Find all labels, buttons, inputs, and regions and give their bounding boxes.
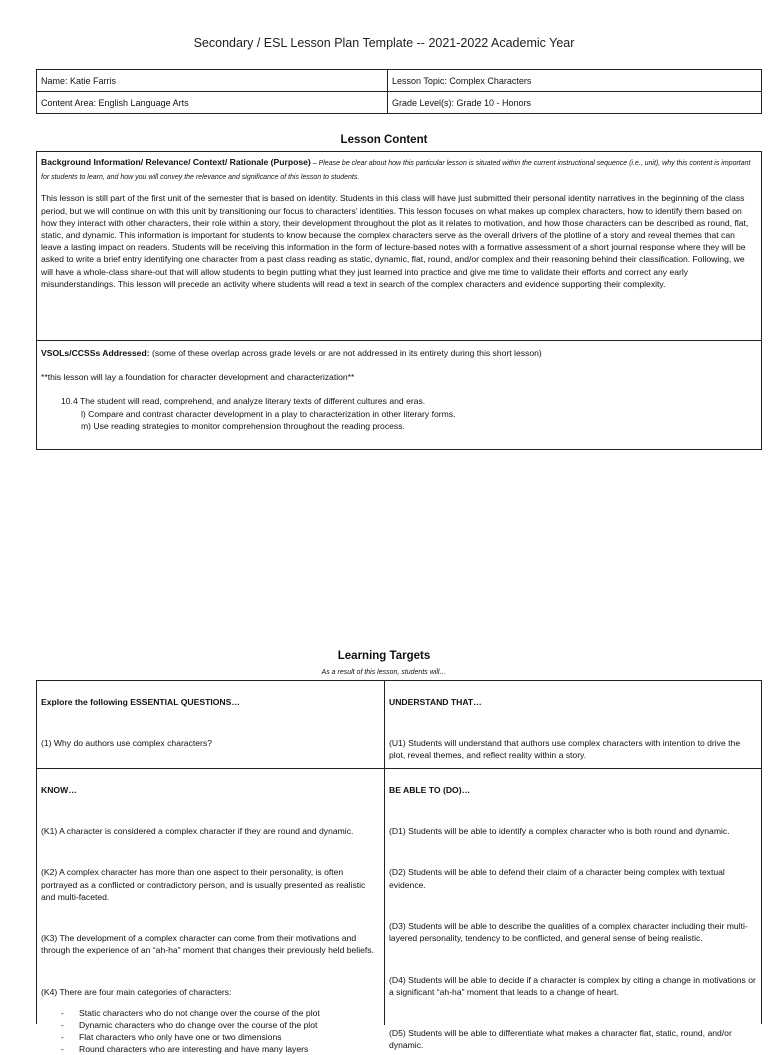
be-able-to-heading: BE ABLE TO (DO)… — [389, 784, 471, 795]
know-heading: KNOW… — [41, 784, 77, 795]
do-d3: (D3) Students will be able to describe the qualities of a complex character including their multi-layered personality, tendency to be conflicted, and general sense of being realistic. — [389, 920, 748, 944]
know-k4: (K4) There are four main categories of characters: — [41, 986, 232, 997]
teacher-name-cell: Name: Katie Farris — [37, 70, 388, 92]
standard-10-4-m: m) Use reading strategies to monitor comprehension throughout the reading process. — [81, 420, 405, 431]
do-d5: (D5) Students will be able to differentiate what makes a character flat, static, round, and/or dynamic. — [389, 1028, 732, 1051]
do-d4: (D4) Students will be able to decide if a character is complex by citing a change in motivations or a significant “ah-ha” moment that leads to a change of heart. — [389, 974, 756, 997]
list-item: - Static characters who do not change over the course of the plot — [61, 1007, 380, 1019]
character-categories-list — [41, 1007, 380, 1055]
essential-questions-cell — [37, 681, 385, 769]
essential-question-1: (1) Why do authors use complex characters? — [41, 737, 212, 748]
know-k3: (K3) The development of a complex character can come from their motivations and through the experience of an “ah-ha” moment that changes their previously held beliefs. — [41, 933, 374, 956]
vsol-label: VSOLs/CCSSs Addressed: — [41, 348, 150, 358]
lesson-topic-cell: Lesson Topic: Complex Characters — [388, 70, 762, 92]
document-title: Secondary / ESL Lesson Plan Template -- 2021-2022 Academic Year — [193, 36, 575, 50]
standard-10-4: 10.4 The student will read, comprehend, and analyze literary texts of different cultures and eras. — [61, 396, 426, 407]
standards-section — [36, 340, 762, 450]
understand-that-cell — [385, 681, 761, 769]
background-text: This lesson is still part of the first unit of the semester that is based on identity. Students in this class will have just submitted their personal identity narratives in the beginning of the class period, but we will continue on with this unit by transitioning our focus to characters’ identities. This lesson focuses on what makes up complex characters, how to identify them based on how they interact with other characters, their role within a story, their development throughout the plot as it relates to motivation, and how those characters can be described as round, flat, static, and dynamic. This information is important for students to know because the complex characters serve as the overall drivers of the plotline of a story and reveal themes that can leave a lasting impact on readers. Students will be receiving this information in the form of lecture-based notes with a formative assessment of a short journal response where they will be asked to write a brief entry identifying one character from a past class reading as static, dynamic, flat, round, and/or complex and their reasoning behind their classification. Following, we will have a whole-class share-out that will allow students to begin putting what they just learned into practice and give me time to validate their efforts and correct any early misunderstandings. This lesson will precede an activity where students will read a text in search of the complex characters and evidence supporting their complexity. — [41, 193, 749, 289]
know-cell — [37, 769, 385, 1055]
essential-questions-heading: Explore the following ESSENTIAL QUESTIONS… — [41, 696, 240, 707]
understanding-u1: (U1) Students will understand that authors use complex characters with intention to drive the plot, reveal themes, and reflect reality within a story. — [389, 737, 741, 761]
lesson-content-heading: Lesson Content — [340, 134, 428, 146]
standard-10-4-l: l) Compare and contrast character development in a play to characterization in other literary forms. — [81, 408, 456, 419]
learning-targets-subtitle: As a result of this lesson, students will… — [321, 669, 447, 676]
background-note: – Please be clear about how this particular lesson is situated within the current instructional sequence (i.e., unit), why this content is important for students to learn, and how you will convey the relevance and significance of this lesson to students. — [41, 160, 751, 182]
do-d2: (D2) Students will be able to defend their claim of a character being complex with textual evidence. — [389, 867, 725, 890]
understand-that-heading: UNDERSTAND THAT… — [389, 696, 482, 707]
learning-targets-table — [36, 680, 762, 1055]
background-label: Background Information/ Relevance/ Context/ Rationale (Purpose) — [41, 157, 311, 167]
list-item: - Round characters who are interesting and have many layers — [61, 1043, 380, 1055]
be-able-to-cell — [385, 769, 761, 1051]
do-d1: (D1) Students will be able to identify a complex character who is both round and dynamic. — [389, 825, 730, 836]
grade-level-cell: Grade Level(s): Grade 10 - Honors — [388, 92, 762, 114]
list-item: - Dynamic characters who do change over the course of the plot — [61, 1019, 380, 1031]
list-item: - Flat characters who only have one or two dimensions — [61, 1031, 380, 1043]
vsol-note: (some of these overlap across grade levels or are not addressed in its entirety during this short lesson) — [149, 348, 542, 358]
know-k2: (K2) A complex character has more than one aspect to their personality, is often portrayed as a conflicted or contradictory person, and is usually presented as realistic and multi-faceted. — [41, 867, 366, 902]
know-k1: (K1) A character is considered a complex character if they are round and dynamic. — [41, 825, 354, 836]
background-section — [36, 151, 762, 341]
lesson-info-table — [36, 69, 762, 114]
content-area-cell: Content Area: English Language Arts — [37, 92, 388, 114]
learning-targets-heading: Learning Targets — [337, 650, 431, 662]
foundation-note: **this lesson will lay a foundation for character development and characterization** — [41, 372, 355, 383]
